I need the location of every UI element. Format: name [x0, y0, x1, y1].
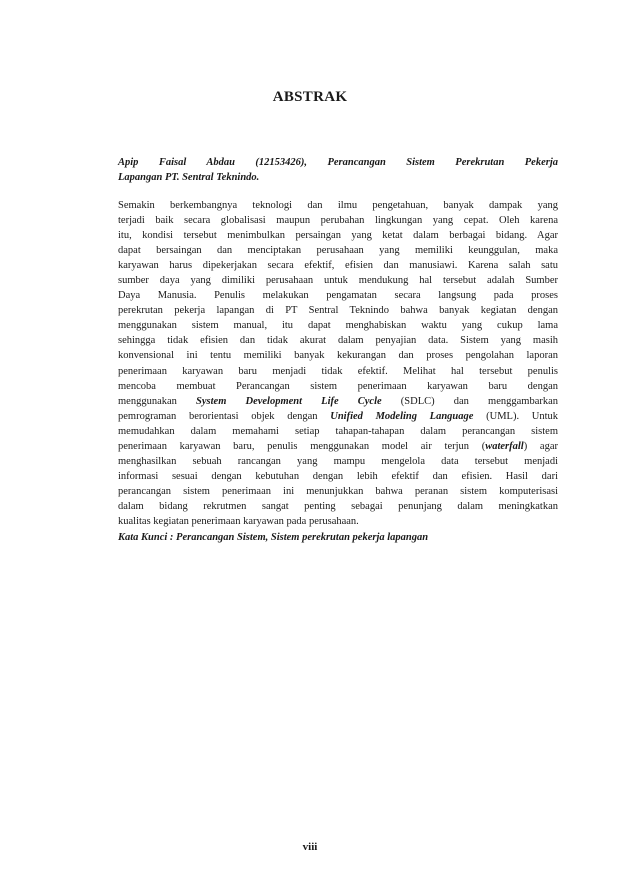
body-line-text: mencoba membuat Perancangan sistem penerimaan karyawan baru dengan: [118, 380, 558, 392]
body-line: [118, 394, 558, 409]
keywords: Kata Kunci : Perancangan Sistem, Sistem perekrutan pekerja lapangan: [118, 532, 429, 543]
body-line-text: memudahkan dalam memahami setiap tahapan-tahapan dalam perancangan sistem: [118, 425, 558, 437]
body-line: [118, 348, 558, 363]
body-line-text: perancangan sistem penerimaan ini menunjukkan bahwa peranan sistem komputerisasi: [118, 485, 558, 497]
body-line-text: konvensional ini tentu memiliki banyak kekurangan dan proses pengolahan laporan: [118, 350, 558, 362]
body-line: [118, 303, 558, 318]
page-number: viii: [302, 841, 318, 853]
body-line-text: menggunakan: [118, 395, 197, 407]
body-line-text: sehingga tidak efisien dan tidak akurat dalam penyajian data. Sistem yang masih: [118, 335, 558, 347]
citation: [118, 155, 558, 185]
body-line: [118, 198, 558, 213]
body-line-emphasis: waterfall: [485, 440, 524, 452]
body-line-emphasis: System Development Life Cycle: [196, 395, 382, 407]
body-line: [118, 424, 558, 439]
body-line: [118, 333, 558, 348]
body-line: [118, 409, 558, 424]
body-line: [118, 288, 558, 303]
body-line: [118, 379, 558, 394]
body-line: [118, 484, 558, 499]
body-line: [118, 273, 558, 288]
body-line: [118, 228, 558, 243]
citation-line-1: Apip Faisal Abdau (12153426), Perancangan Sistem Perekrutan Pekerja: [118, 157, 558, 168]
body-line-text: menggunakan sistem manual, itu dapat menghabiskan waktu yang cukup lama: [118, 320, 558, 332]
body-line: [118, 499, 558, 514]
body-line-text: ) agar: [523, 440, 558, 452]
body-line-text: terjadi baik secara globalisasi maupun perubahan lingkungan yang cepat. Oleh karena: [118, 215, 558, 227]
body-line: [118, 364, 558, 379]
body-line: [118, 318, 558, 333]
citation-line-2: Lapangan PT. Sentral Teknindo.: [118, 172, 260, 183]
body-line: [118, 514, 558, 529]
body-line-text: sumber daya yang dimiliki perusahaan untuk mendukung hal tersebut adalah Sumber: [118, 275, 558, 287]
body-line: [118, 439, 558, 454]
body-line: [118, 469, 558, 484]
body-line-text: (SDLC) dan menggambarkan: [381, 395, 558, 407]
body-line-text: penerimaan karyawan baru menjadi tidak efektif. Melihat hal tersebut penulis: [118, 365, 558, 377]
body-line-text: menghasilkan sebuah rancangan yang mampu mengelola data tersebut menjadi: [118, 455, 558, 467]
body-line-text: kualitas kegiatan penerimaan karyawan pada perusahaan.: [118, 515, 359, 527]
body-line-text: Daya Manusia. Penulis melakukan pengamatan secara langsung pada proses: [118, 290, 558, 302]
body-line-text: dalam bidang rekrutmen sangat penting sebagai penunjang dalam meningkatkan: [118, 500, 558, 512]
body-line: [118, 213, 558, 228]
body-line-emphasis: Unified Modeling Language: [330, 410, 474, 422]
page-title: ABSTRAK: [272, 89, 348, 105]
body-line: [118, 243, 558, 258]
body-line-text: penerimaan karyawan baru, penulis menggunakan model air terjun (: [118, 440, 486, 452]
body-line-text: pemrograman berorientasi objek dengan: [118, 410, 331, 422]
body-line-text: Semakin berkembangnya teknologi dan ilmu pengetahuan, banyak dampak yang: [118, 200, 558, 211]
body-line-text: perekrutan pekerja lapangan di PT Sentral Teknindo bahwa banyak kegiatan dengan: [118, 305, 558, 317]
body-line: [118, 258, 558, 273]
body-line-text: (UML). Untuk: [473, 410, 558, 422]
body-line-text: itu, kondisi tersebut menimbulkan persaingan yang ketat dalam berbagai bidang. Agar: [118, 230, 558, 242]
body-line-text: dapat bersaingan dan menciptakan perusahaan yang memiliki keunggulan, maka: [118, 245, 558, 257]
abstract-body: [118, 198, 558, 529]
body-line: [118, 454, 558, 469]
body-line-text: informasi sesuai dengan kebutuhan dengan lebih efektif dan efisien. Hasil dari: [118, 470, 558, 482]
body-line-text: karyawan harus dipekerjakan secara efektif, efisien dan manusiawi. Karena salah satu: [118, 260, 558, 272]
